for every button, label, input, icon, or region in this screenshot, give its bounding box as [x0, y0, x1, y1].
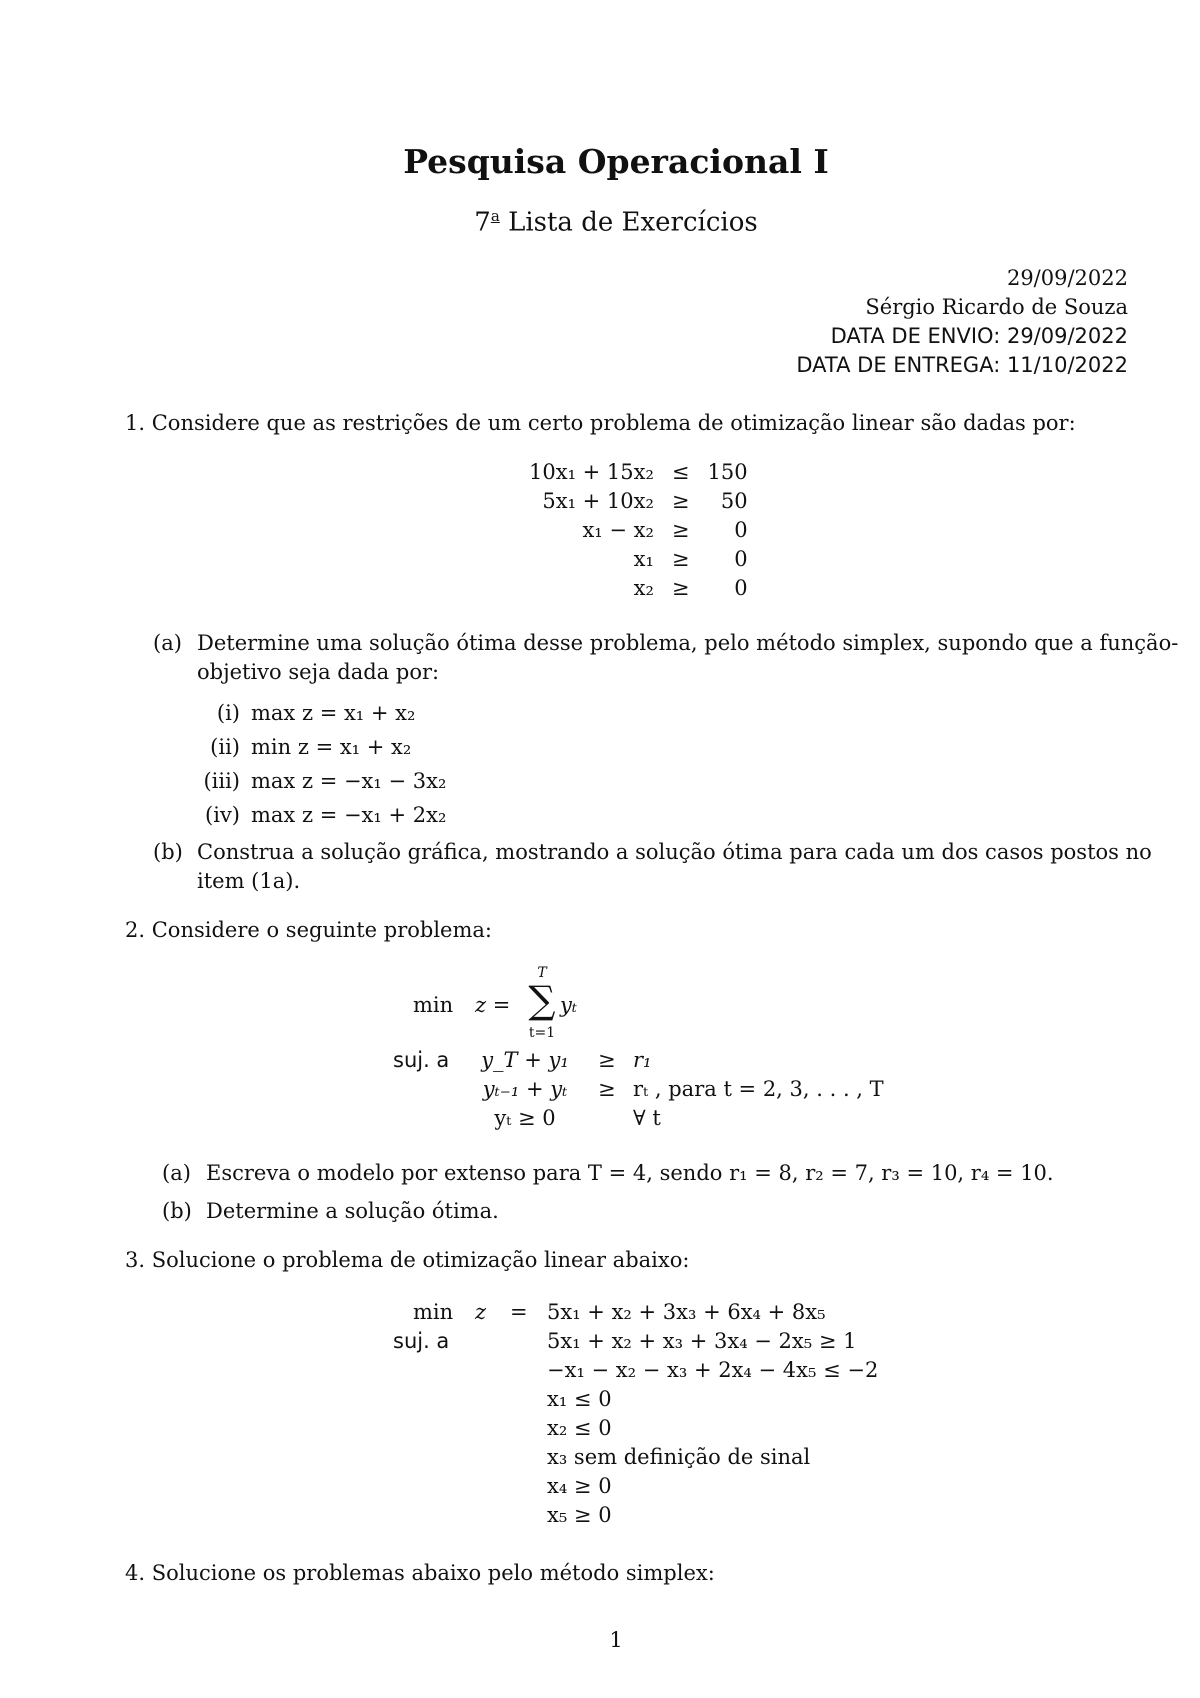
question-number: 1. — [125, 411, 146, 435]
q3-constraint: x₃ sem definição de sinal — [547, 1445, 811, 1469]
q2-row-lhs: yₜ₋₁ + yₜ — [482, 1077, 568, 1101]
constraint-lhs: x₁ − x₂ — [582, 518, 654, 542]
subtitle-text: Lista de Exercícios — [508, 207, 758, 238]
objective-label: (iv) — [205, 803, 240, 827]
constraint-rhs: 0 — [734, 547, 748, 571]
constraint-op: ≥ — [671, 489, 690, 513]
constraint-op: ≤ — [671, 460, 690, 484]
q1-item-b-line1: Construa a solução gráfica, mostrando a solução ótima para cada um dos casos postos no — [197, 840, 1152, 864]
question-number: 2. — [125, 918, 146, 942]
question-text: Solucione os problemas abaixo pelo método simplex: — [151, 1561, 715, 1585]
q2-row-rhs: rₜ , para t = 2, 3, . . . , T — [633, 1077, 884, 1101]
q1-constraints — [520, 458, 757, 603]
question-text: Solucione o problema de otimização linear abaixo: — [151, 1248, 690, 1272]
constraint-rhs: 0 — [734, 518, 748, 542]
q3-constraint: x₂ ≤ 0 — [547, 1416, 612, 1440]
ordinal-indicator: a — [490, 207, 500, 225]
objective-text: min z = x₁ + x₂ — [251, 735, 412, 759]
objective-label: (i) — [216, 701, 240, 725]
constraint-lhs: x₂ — [633, 576, 654, 600]
q3-min-label: min — [413, 1300, 454, 1324]
q2-row-rhs: ∀ t — [633, 1106, 661, 1130]
objective-text: max z = −x₁ − 3x₂ — [251, 769, 447, 793]
q3-constraint: 5x₁ + x₂ + x₃ + 3x₄ − 2x₅ ≥ 1 — [547, 1329, 857, 1353]
q3-constraint: −x₁ − x₂ − x₃ + 2x₄ − 4x₅ ≤ −2 — [547, 1358, 879, 1382]
question-1 — [125, 411, 1076, 435]
constraint-rhs: 150 — [707, 460, 748, 484]
constraint-lhs: 5x₁ + 10x₂ — [542, 489, 654, 513]
q2-item-b-label: (b) — [162, 1199, 192, 1223]
q2-row-lhs: yₜ ≥ 0 — [494, 1106, 556, 1130]
question-text: Considere o seguinte problema: — [151, 918, 492, 942]
q2-item-a-text: Escreva o modelo por extenso para T = 4, sendo r₁ = 8, r₂ = 7, r₃ = 10, r₄ = 10. — [206, 1161, 1054, 1185]
constraint-lhs: x₁ — [633, 547, 654, 571]
constraint-row — [520, 458, 757, 487]
q3-constraint: x₅ ≥ 0 — [547, 1503, 612, 1527]
q2-subject-to-label: suj. a — [393, 1048, 450, 1072]
constraint-row — [520, 487, 757, 516]
q2-row-rhs: r₁ — [633, 1048, 652, 1072]
question-text: Considere que as restrições de um certo problema de otimização linear são dadas por: — [151, 411, 1076, 435]
objective-text: max z = x₁ + x₂ — [251, 701, 416, 725]
sum-lower-limit: t=1 — [528, 1025, 556, 1041]
constraint-rhs: 50 — [720, 489, 748, 513]
page-number: 1 — [609, 1628, 623, 1652]
question-number: 4. — [125, 1561, 146, 1585]
document-subtitle — [0, 207, 1200, 238]
q3-constraint: x₁ ≤ 0 — [547, 1387, 612, 1411]
q2-row-op: ≥ — [598, 1077, 616, 1101]
objective-label: (iii) — [203, 769, 240, 793]
constraint-row — [520, 516, 757, 545]
q1-item-a-line1: Determine uma solução ótima desse problema, pelo método simplex, supondo que a função- — [197, 631, 1179, 655]
constraint-op: ≥ — [671, 547, 690, 571]
q3-equals: = — [510, 1300, 528, 1324]
constraint-row — [520, 545, 757, 574]
q1-item-b-line2: item (1a). — [197, 869, 301, 893]
q3-objective: 5x₁ + x₂ + 3x₃ + 6x₄ + 8x₅ — [547, 1300, 826, 1324]
q3-subject-to-label: suj. a — [393, 1329, 450, 1353]
q3-constraint: x₄ ≥ 0 — [547, 1474, 612, 1498]
q2-item-b-text: Determine a solução ótima. — [206, 1199, 499, 1223]
q1-item-b-label: (b) — [153, 840, 183, 864]
document-title: Pesquisa Operacional I — [403, 142, 829, 181]
constraint-lhs: 10x₁ + 15x₂ — [529, 460, 654, 484]
q1-item-a-line2: objetivo seja dada por: — [197, 660, 440, 684]
constraint-rhs: 0 — [734, 576, 748, 600]
q3-z: z — [475, 1300, 487, 1324]
q2-item-a-label: (a) — [162, 1161, 191, 1185]
header-due-date: DATA DE ENTREGA: 11/10/2022 — [796, 353, 1128, 377]
list-number: 7 — [474, 207, 491, 238]
header-date: 29/09/2022 — [1006, 266, 1128, 290]
constraint-op: ≥ — [671, 518, 690, 542]
question-4 — [125, 1561, 715, 1585]
sum-symbol: ∑ — [528, 978, 556, 1022]
sum-upper-limit: T — [537, 965, 547, 981]
constraint-row — [520, 574, 757, 603]
objective-label: (ii) — [210, 735, 240, 759]
objective-text: max z = −x₁ + 2x₂ — [251, 803, 447, 827]
header-send-date: DATA DE ENVIO: 29/09/2022 — [830, 324, 1128, 348]
q2-objective: z = — [475, 993, 511, 1017]
q1-item-a-label: (a) — [153, 631, 182, 655]
q2-row-lhs: y_T + y₁ — [481, 1048, 569, 1072]
constraint-op: ≥ — [671, 576, 690, 600]
sum-term: yₜ — [560, 993, 578, 1017]
question-3 — [125, 1248, 689, 1272]
header-author: Sérgio Ricardo de Souza — [865, 295, 1128, 319]
question-2 — [125, 918, 492, 942]
q2-row-op: ≥ — [598, 1048, 616, 1072]
q2-min-label: min — [413, 993, 454, 1017]
question-number: 3. — [125, 1248, 146, 1272]
